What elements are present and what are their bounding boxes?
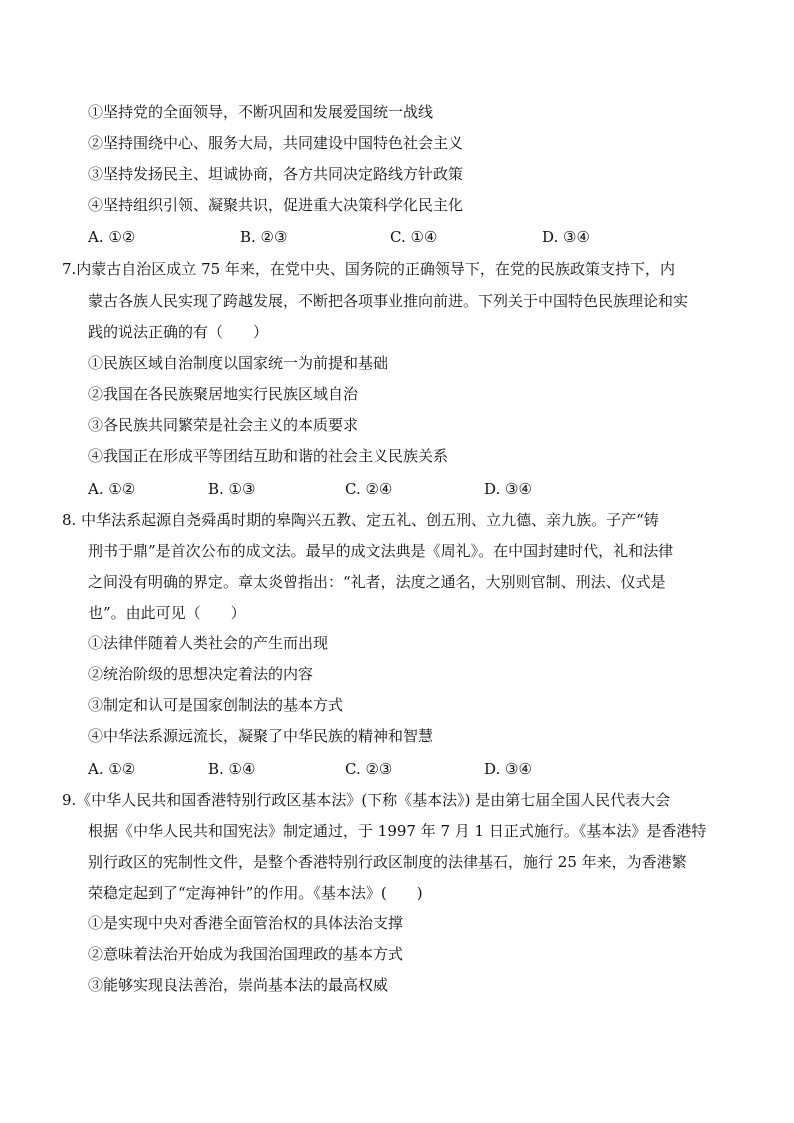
q8-option-b: B. ①④ [208, 760, 256, 778]
q8-item-1: ①法律伴随着人类社会的产生而出现 [88, 634, 329, 652]
q8-option-d: D. ③④ [484, 760, 532, 778]
q8-stem-line-3: 之间没有明确的界定。章太炎曾指出：“礼者，法度之通名，大别则官制、刑法、仪式是 [88, 573, 666, 591]
q7-stem-line-1: 7.内蒙古自治区成立 75 年来，在党中央、国务院的正确领导下，在党的民族政策支持下，内 [62, 260, 675, 278]
q7-option-d: D. ③④ [484, 480, 532, 498]
q9-item-2: ②意味着法治开始成为我国治国理政的基本方式 [88, 945, 404, 963]
q6-item-1: ①坚持党的全面领导，不断巩固和发展爱国统一战线 [88, 103, 434, 121]
q8-item-3: ③制定和认可是国家创制法的基本方式 [88, 696, 344, 714]
q7-item-1: ①民族区域自治制度以国家统一为前提和基础 [88, 354, 389, 372]
q8-stem-line-4: 也”。由此可见（ ） [88, 604, 246, 622]
q8-stem-line-2: 刑书于鼎”是首次公布的成文法。最早的成文法典是《周礼》。在中国封建时代，礼和法律 [88, 542, 674, 560]
q9-stem-line-1: 9.《中华人民共和国香港特别行政区基本法》(下称《基本法》) 是由第七届全国人民代表大会 [62, 791, 671, 809]
q7-option-b: B. ①③ [208, 480, 256, 498]
q6-option-c: C. ①④ [390, 228, 438, 246]
q6-item-2: ②坚持围绕中心、服务大局，共同建设中国特色社会主义 [88, 134, 464, 152]
q9-stem-line-4: 荣稳定起到了“定海神针”的作用。《基本法》( ) [88, 884, 423, 902]
q7-item-4: ④我国正在形成平等团结互助和谐的社会主义民族关系 [88, 447, 449, 465]
q6-item-4: ④坚持组织引领、凝聚共识，促进重大决策科学化民主化 [88, 196, 464, 214]
q7-option-a: A. ①② [88, 480, 136, 498]
q9-stem-line-2: 根据《中华人民共和国宪法》制定通过，于 1997 年 7 月 1 日正式施行。《基本法》是香港特 [88, 822, 707, 840]
q8-option-a: A. ①② [88, 760, 136, 778]
q9-item-1: ①是实现中央对香港全面管治权的具体法治支撑 [88, 914, 404, 932]
q7-stem-line-2: 蒙古各族人民实现了跨越发展，不断把各项事业推向前进。下列关于中国特色民族理论和实 [88, 292, 689, 310]
q6-item-3: ③坚持发扬民主、坦诚协商，各方共同决定路线方针政策 [88, 165, 464, 183]
q7-option-c: C. ②④ [345, 480, 393, 498]
q7-item-3: ③各民族共同繁荣是社会主义的本质要求 [88, 416, 359, 434]
q9-item-3: ③能够实现良法善治，崇尚基本法的最高权威 [88, 976, 389, 994]
q6-option-b: B. ②③ [240, 228, 288, 246]
q8-item-4: ④中华法系源远流长，凝聚了中华民族的精神和智慧 [88, 727, 434, 745]
q8-stem-line-1: 8. 中华法系起源自尧舜禹时期的皋陶兴五教、定五礼、创五刑、立九德、亲九族。子产“铸 [62, 511, 659, 529]
q8-item-2: ②统治阶级的思想决定着法的内容 [88, 665, 314, 683]
q8-option-c: C. ②③ [345, 760, 393, 778]
q7-stem-line-3: 践的说法正确的有（ ） [88, 323, 269, 341]
q6-option-a: A. ①② [88, 228, 136, 246]
q7-item-2: ②我国在各民族聚居地实行民族区域自治 [88, 385, 359, 403]
q6-option-d: D. ③④ [542, 228, 590, 246]
q9-stem-line-3: 别行政区的宪制性文件，是整个香港特别行政区制度的法律基石，施行 25 年来，为香港繁 [88, 853, 687, 871]
